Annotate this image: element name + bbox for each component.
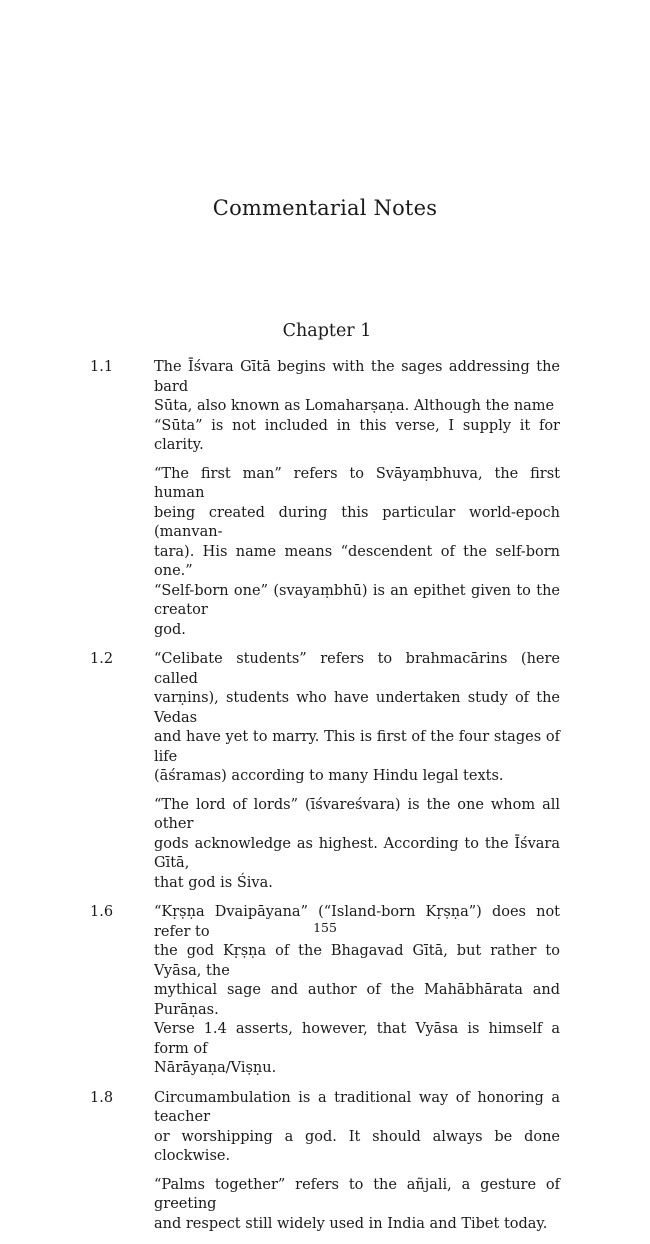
text-line: the god Kṛṣṇa of the Bhagavad Gītā, but rather to Vyāsa, the [154, 943, 560, 979]
text-line: The Īśvara Gītā begins with the sages addressing the bard [154, 359, 560, 395]
text-line: tara). His name means “descendent of the self-born one.” [154, 543, 560, 579]
text-line: “Kṛṣṇa Dvaipāyana” (“Island-born Kṛṣṇa”) does not refer to [154, 904, 560, 940]
note-paragraph [154, 1176, 560, 1235]
text-line: varṇins), students who have undertaken study of the Vedas [154, 690, 560, 726]
text-line: “Sūta” is not included in this verse, I supply it for clarity. [154, 417, 560, 453]
text-line: gods acknowledge as highest. According to the Īśvara Gītā, [154, 835, 560, 871]
note-1-8 [0, 1089, 650, 1235]
note-paragraph [154, 1089, 560, 1167]
note-paragraph [154, 358, 560, 456]
text-line: and respect still widely used in India and Tibet today. [154, 1215, 548, 1232]
page-number: 155 [313, 920, 337, 935]
note-number: 1.2 [90, 651, 114, 667]
note-paragraph [154, 796, 560, 894]
text-line: Verse 1.4 asserts, however, that Vyāsa is himself a form of [154, 1021, 560, 1057]
note-number: 1.6 [90, 904, 114, 920]
text-line: (āśramas) according to many Hindu legal texts. [154, 768, 504, 784]
text-line: “The first man” refers to Svāyaṃbhuva, the first human [154, 465, 560, 501]
page-title: Commentarial Notes [212, 196, 438, 220]
text-line: or worshipping a god. It should always be done clockwise. [154, 1128, 560, 1164]
text-line: Sūta, also known as Lomaharṣaṇa. Although the name [154, 398, 555, 414]
text-line: “The lord of lords” (īśvareśvara) is the one whom all other [154, 796, 560, 832]
note-body [154, 1089, 560, 1235]
text-line: Circumambulation is a traditional way of honoring a teacher [154, 1089, 560, 1125]
note-number: 1.8 [90, 1089, 114, 1106]
note-body [154, 358, 560, 640]
note-1-2 [0, 650, 650, 893]
chapter-heading [0, 321, 650, 341]
text-line: “Self-born one” (svayaṃbhū) is an epithet given to the creator [154, 582, 560, 618]
text-line: “Celibate students” refers to brahmacārins (here called [154, 651, 560, 687]
note-paragraph [154, 650, 560, 787]
text-line: being created during this particular world-epoch (manvan- [154, 504, 560, 540]
text-line: Nārāyaṇa/Viṣṇu. [154, 1060, 277, 1076]
text-line: and have yet to marry. This is first of the four stages of life [154, 729, 560, 765]
text-line: mythical sage and author of the Mahābhārata and Purāṇas. [154, 982, 560, 1018]
text-line: “Palms together” refers to the añjali, a gesture of greeting [154, 1176, 560, 1212]
text-line: god. [154, 621, 186, 638]
note-number: 1.1 [90, 359, 114, 375]
note-paragraph [154, 465, 560, 641]
text-line: that god is Śiva. [154, 874, 273, 891]
note-1-1 [0, 358, 650, 640]
note-body [154, 650, 560, 893]
chapter-heading-text: Chapter 1 [282, 321, 372, 341]
commentary-notes [0, 358, 650, 1244]
